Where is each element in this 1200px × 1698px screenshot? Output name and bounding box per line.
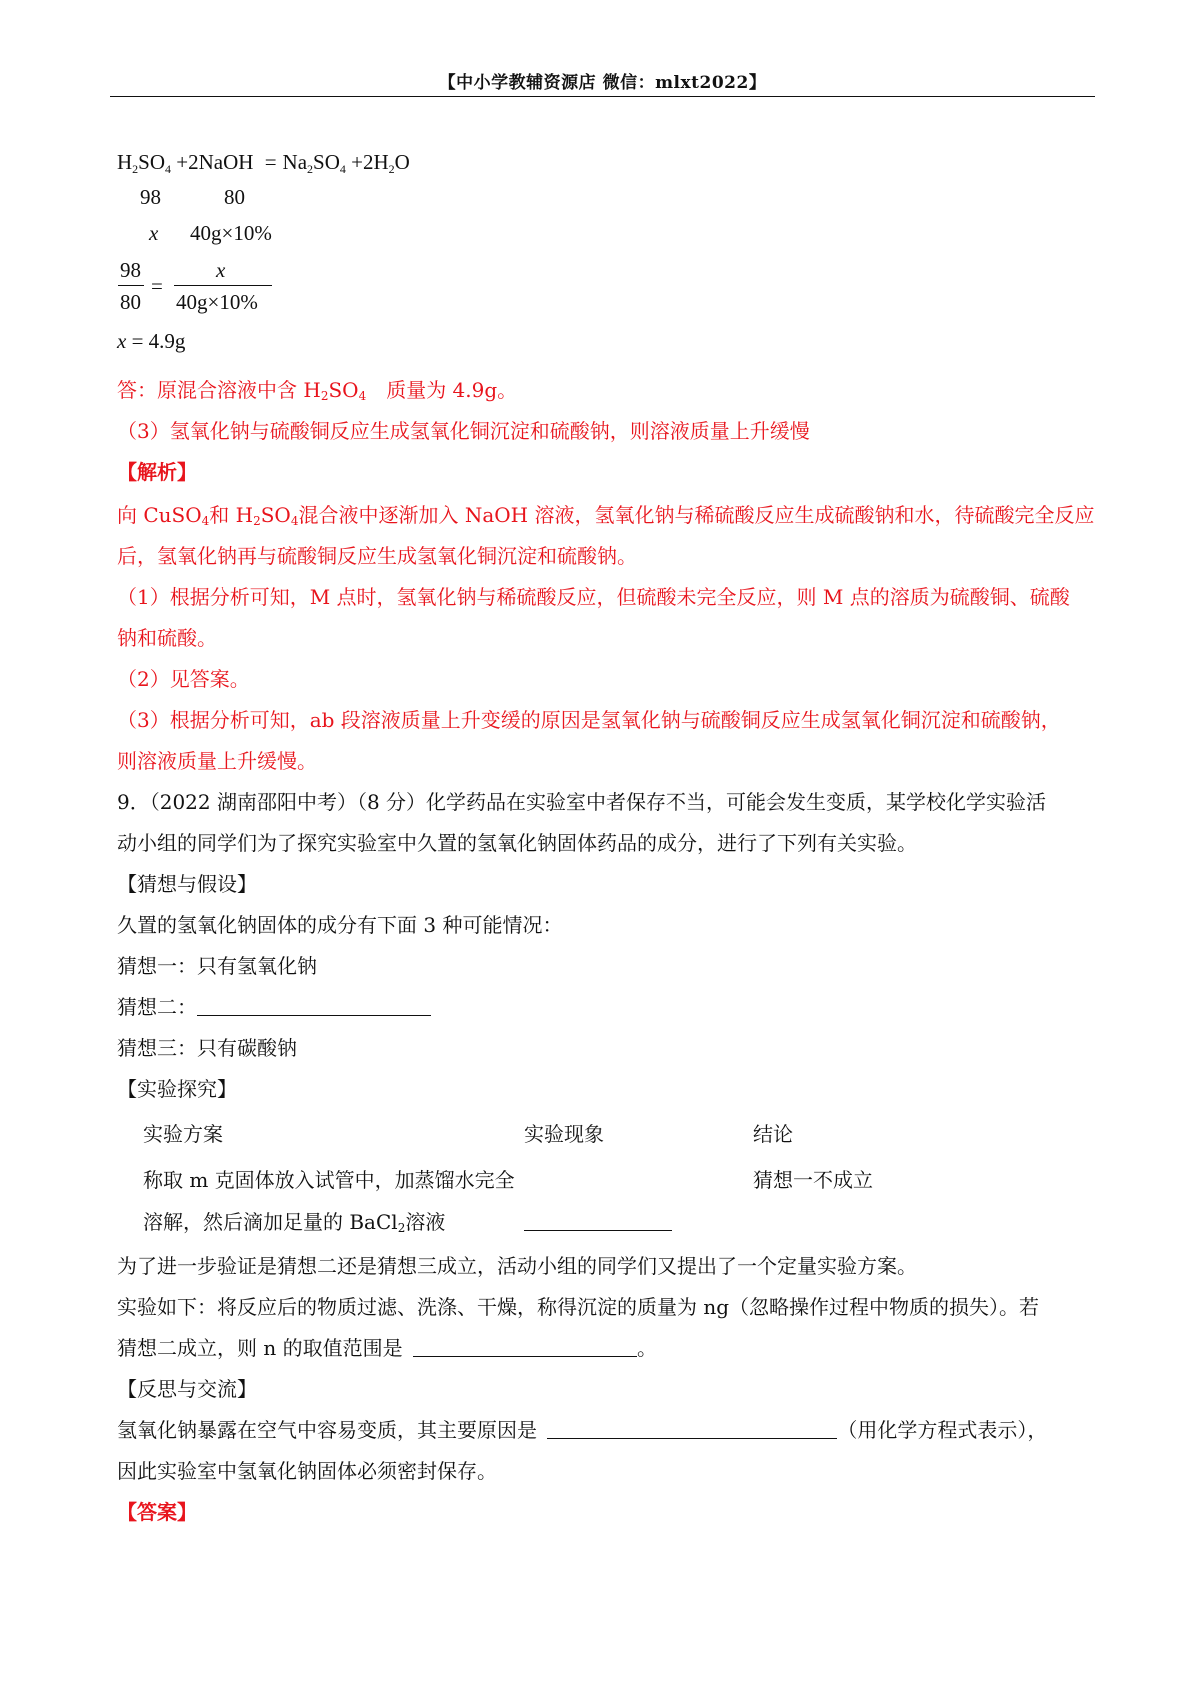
molar-mass-2: 80 xyxy=(224,185,245,209)
unknown-mass: x xyxy=(149,221,159,245)
eq-part: +2H xyxy=(351,150,389,174)
reflection-heading: 【反思与交流】 xyxy=(117,1377,257,1401)
eq-part: SO xyxy=(138,150,166,174)
given-mass: 40g×10% xyxy=(190,221,272,245)
guess-2-blank[interactable] xyxy=(197,997,431,1016)
eq-sign: = xyxy=(264,150,277,174)
eq-sub: 4 xyxy=(165,162,172,176)
eq-sub: 2 xyxy=(132,162,139,176)
experiment-line-1: 实验如下：将反应后的物质过滤、洗涤、干燥，称得沉淀的质量为 ng（忽略操作过程中物质的损失）。若 xyxy=(117,1295,1040,1319)
fraction-left-numerator: 98 xyxy=(120,258,141,282)
text-part: 质量为 4.9g。 xyxy=(366,378,518,402)
subscript: 4 xyxy=(290,514,299,528)
guess-2-label: 猜想二： xyxy=(117,995,197,1019)
analysis-heading: 【解析】 xyxy=(117,460,197,484)
answer-line-1 xyxy=(117,378,518,403)
phenomenon-blank[interactable] xyxy=(524,1212,672,1231)
fraction-right-denominator: 40g×10% xyxy=(176,290,258,314)
eq-part: H xyxy=(117,150,133,174)
text-part: 混合液中逐渐加入 NaOH 溶液，氢氧化钠与稀硫酸反应生成硫酸钠和水，待硫酸完全反应 xyxy=(298,503,1095,527)
header-divider xyxy=(110,96,1095,97)
hypothesis-intro: 久置的氢氧化钠固体的成分有下面 3 种可能情况： xyxy=(117,913,563,937)
table-header-plan: 实验方案 xyxy=(143,1122,223,1146)
reflection-line-1 xyxy=(117,1420,1047,1440)
analysis-point-3: （3）根据分析可知，ab 段溶液质量上升变缓的原因是氢氧化钠与硫酸铜反应生成氢氧化铜沉淀和硫酸钠， xyxy=(117,708,1061,732)
eq-part: O xyxy=(394,150,410,174)
experiment-line-2 xyxy=(117,1338,657,1358)
eq-sub: 4 xyxy=(339,162,346,176)
eq-part: SO xyxy=(313,150,340,174)
analysis-paragraph-1-cont: 后，氢氧化钠再与硫酸铜反应生成氢氧化铜沉淀和硫酸钠。 xyxy=(117,544,637,568)
guess-2 xyxy=(117,997,431,1017)
n-range-blank[interactable] xyxy=(413,1338,637,1357)
text-part: 溶解，然后滴加足量的 BaCl xyxy=(143,1210,398,1234)
text-part: 氢氧化钠暴露在空气中容易变质，其主要原因是 xyxy=(117,1418,537,1442)
fraction-equals: = xyxy=(151,274,163,298)
equation-blank[interactable] xyxy=(547,1420,837,1439)
table-phenomenon-cell xyxy=(524,1212,672,1232)
page-header: 【中小学教辅资源店 微信：mlxt2022】 xyxy=(438,73,767,93)
hypothesis-heading: 【猜想与假设】 xyxy=(117,872,257,896)
table-plan-line-1: 称取 m 克固体放入试管中，加蒸馏水完全 xyxy=(143,1168,515,1192)
subscript: 4 xyxy=(201,514,210,528)
text-part: 猜想二成立，则 n 的取值范围是 xyxy=(117,1336,403,1360)
experiment-heading: 【实验探究】 xyxy=(117,1077,237,1101)
answer-heading: 【答案】 xyxy=(117,1500,197,1524)
eq-part: Na xyxy=(282,150,308,174)
analysis-paragraph-1 xyxy=(117,503,1095,528)
question-9-intro-cont: 动小组的同学们为了探究实验室中久置的氢氧化钠固体药品的成分，进行了下列有关实验。 xyxy=(117,831,917,855)
further-verification: 为了进一步验证是猜想二还是猜想三成立，活动小组的同学们又提出了一个定量实验方案。 xyxy=(117,1254,917,1278)
fraction-right-numerator: x xyxy=(216,258,226,282)
text-part: SO xyxy=(328,378,359,402)
table-plan-line-2 xyxy=(143,1210,446,1235)
result-value: = 4.9g xyxy=(131,329,186,353)
chemical-equation xyxy=(117,150,410,176)
subscript: 4 xyxy=(358,389,367,403)
molar-mass-1: 98 xyxy=(140,185,161,209)
result-line xyxy=(117,331,185,352)
analysis-point-1-cont: 钠和硫酸。 xyxy=(117,626,217,650)
text-part: 。 xyxy=(636,1336,657,1360)
analysis-point-1: （1）根据分析可知，M 点时，氢氧化钠与稀硫酸反应，但硫酸未完全反应，则 M 点的溶质为硫酸铜、硫酸 xyxy=(117,585,1070,609)
subscript: 2 xyxy=(320,389,329,403)
question-9-intro: 9．（2022 湖南邵阳中考）（8 分）化学药品在实验室中者保存不当，可能会发生变质，某学校化学实验活 xyxy=(117,790,1047,814)
subscript: 2 xyxy=(397,1221,406,1235)
reflection-line-2: 因此实验室中氢氧化钠固体必须密封保存。 xyxy=(117,1459,497,1483)
answer-line-2: （3）氢氧化钠与硫酸铜反应生成氢氧化铜沉淀和硫酸钠，则溶液质量上升缓慢 xyxy=(117,419,810,443)
eq-sub: 2 xyxy=(307,162,314,176)
text-part: 向 CuSO xyxy=(117,503,202,527)
text-part: SO xyxy=(260,503,291,527)
text-part: 和 H xyxy=(209,503,254,527)
text-part: 答：原混合溶液中含 H xyxy=(117,378,321,402)
table-header-phenomenon: 实验现象 xyxy=(524,1122,604,1146)
fraction-bar xyxy=(118,285,144,286)
text-part: 溶液 xyxy=(405,1210,446,1234)
subscript: 2 xyxy=(253,514,261,528)
analysis-point-2: （2）见答案。 xyxy=(117,667,250,691)
text-part: （用化学方程式表示）， xyxy=(837,1418,1048,1442)
fraction-bar xyxy=(174,285,272,286)
analysis-point-3-cont: 则溶液质量上升缓慢。 xyxy=(117,749,317,773)
result-var: x xyxy=(117,329,127,353)
eq-part: +2NaOH xyxy=(176,150,254,174)
guess-1: 猜想一：只有氢氧化钠 xyxy=(117,954,317,978)
guess-3: 猜想三：只有碳酸钠 xyxy=(117,1036,297,1060)
table-header-conclusion: 结论 xyxy=(753,1122,793,1146)
table-conclusion: 猜想一不成立 xyxy=(753,1168,873,1192)
eq-sub: 2 xyxy=(388,162,395,176)
fraction-left-denominator: 80 xyxy=(120,290,141,314)
